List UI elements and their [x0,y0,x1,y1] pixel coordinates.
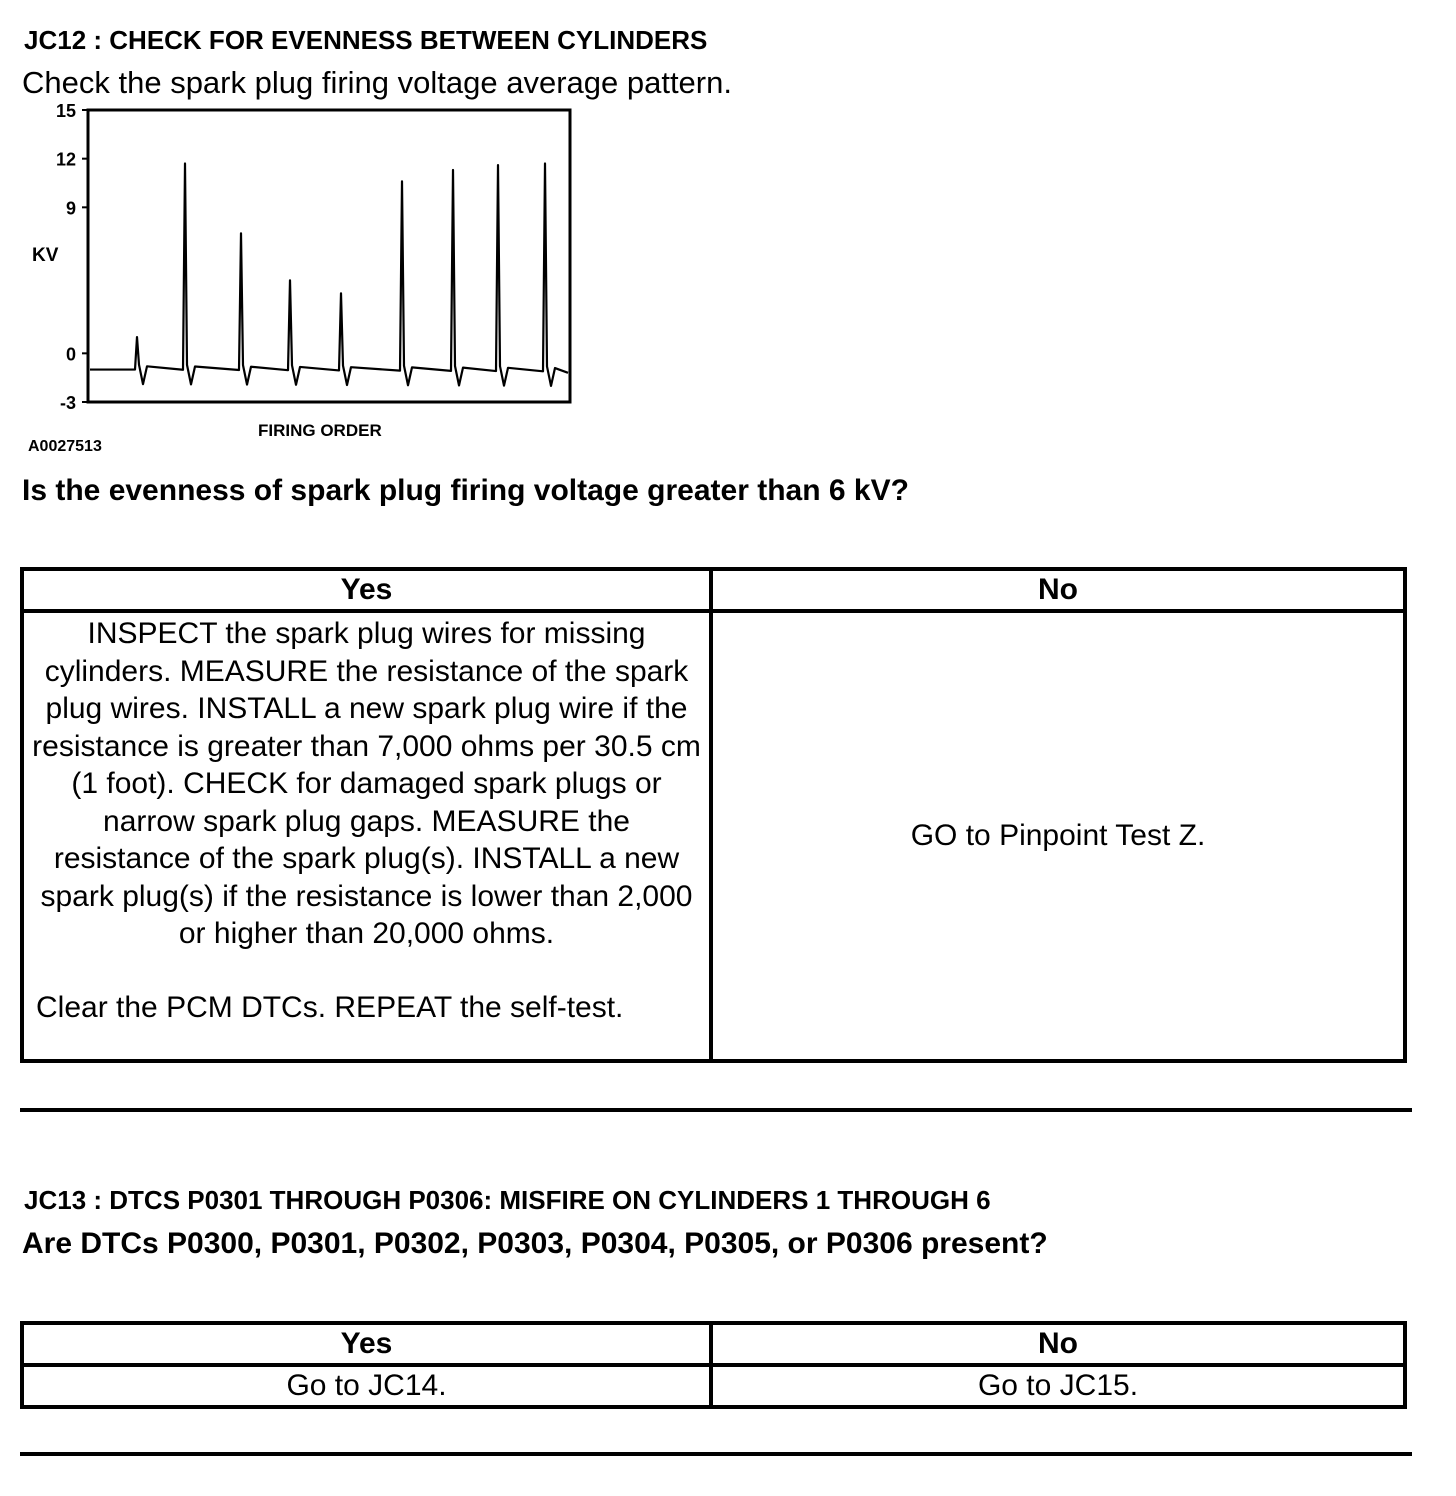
jc12-no-cell: GO to Pinpoint Test Z. [711,611,1405,1061]
jc13-yes-header: Yes [22,1323,711,1365]
y-tick-label: 0 [65,344,76,365]
y-tick-label: 9 [65,198,76,219]
jc13-question: Are DTCs P0300, P0301, P0302, P0303, P0304, P0305, or P0306 present? [22,1227,1048,1260]
y-tick-label: 15 [55,101,76,121]
jc12-answer-table [20,567,1407,1063]
jc13-yes-cell: Go to JC14. [22,1365,711,1407]
figure-id: A0027513 [28,438,102,455]
jc12-yes-header: Yes [22,569,711,611]
jc13-answer-table [20,1321,1407,1409]
jc12-yes-cell [22,611,711,1061]
jc13-no-header: No [711,1323,1405,1365]
jc12-intro: Check the spark plug firing voltage average pattern. [22,65,732,100]
jc12-question: Is the evenness of spark plug firing voltage greater than 6 kV? [22,474,909,507]
section-divider [20,1108,1412,1112]
y-tick-label: -3 [59,393,76,413]
section-divider-bottom [20,1452,1412,1456]
y-axis-label: KV [32,245,59,266]
jc12-yes-followup: Clear the PCM DTCs. REPEAT the self-test. [36,990,624,1024]
y-tick-label: 12 [55,149,76,170]
kv-waveform-chart [0,98,600,460]
jc13-title: JC13 : DTCS P0301 THROUGH P0306: MISFIRE ON CYLINDERS 1 THROUGH 6 [24,1185,991,1215]
kv-waveform-line [90,164,568,386]
x-axis-label: FIRING ORDER [258,421,382,440]
y-tick-group [56,101,88,413]
jc12-title: JC12 : CHECK FOR EVENNESS BETWEEN CYLINDERS [24,25,708,55]
jc12-no-header: No [711,569,1405,611]
jc13-no-cell: Go to JC15. [711,1365,1405,1407]
jc12-yes-instructions: INSPECT the spark plug wires for missing cylinders. MEASURE the resistance of the spark plug wires. INSTALL a new spark plug wire if the resistance is greater than 7,000 ohms per 30.5 cm (1 foot). CHECK for damaged spark plugs or narrow spark plug gaps. MEASURE the resistance of the spark plug(s). INSTALL a new spark plug(s) if the resistance is lower than 2,000 or higher than 20,000 ohms. [32,617,701,950]
